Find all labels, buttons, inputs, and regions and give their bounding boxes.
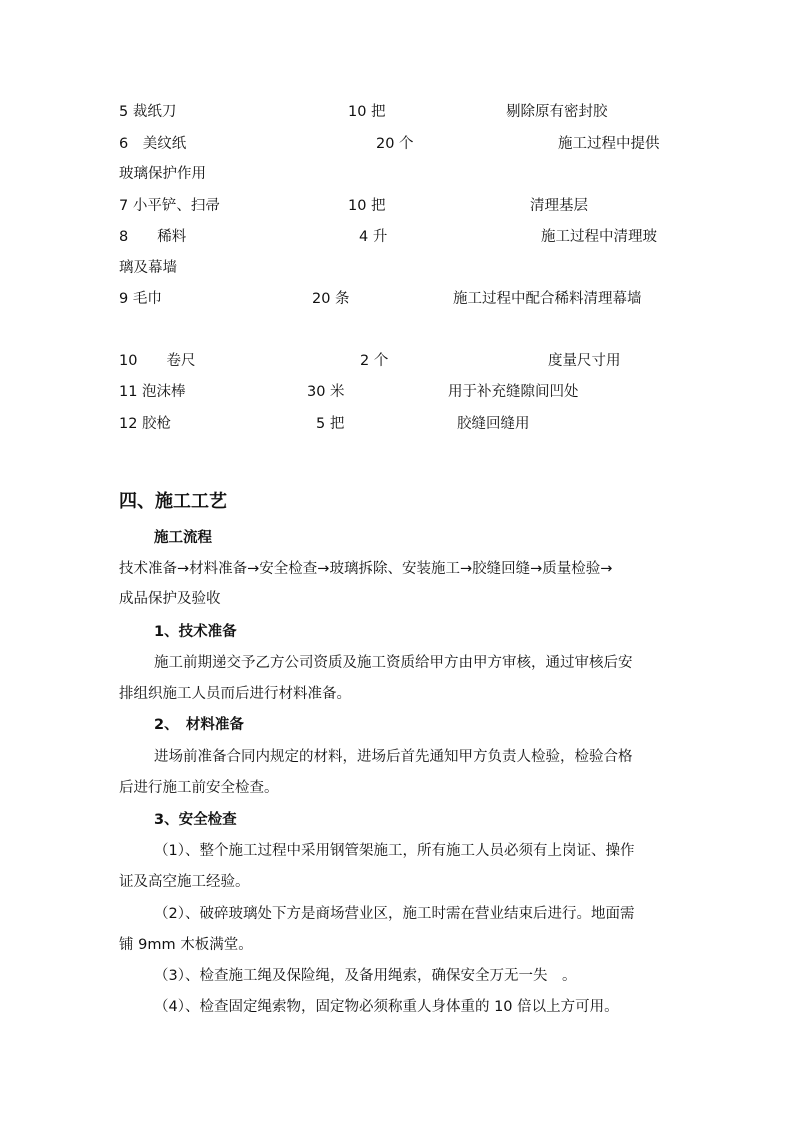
tool-usage: 施工过程中配合稀料清理幕墙 bbox=[453, 291, 642, 307]
tool-quantity: 20 个 bbox=[376, 136, 414, 152]
tool-name: 9 毛巾 bbox=[119, 291, 162, 307]
tool-usage: 剔除原有密封胶 bbox=[506, 104, 608, 120]
tool-usage-continued: 玻璃保护作用 bbox=[119, 166, 206, 182]
subsection-heading: 3、安全检查 bbox=[154, 812, 237, 828]
list-item bbox=[0, 350, 794, 372]
paragraph-line: 后进行施工前安全检查。 bbox=[119, 780, 279, 796]
tool-name: 8 稀料 bbox=[119, 229, 187, 245]
tool-usage: 胶缝回缝用 bbox=[457, 416, 530, 432]
tool-name: 11 泡沫棒 bbox=[119, 384, 186, 400]
tool-name: 12 胶枪 bbox=[119, 416, 172, 432]
flow-heading: 施工流程 bbox=[154, 530, 212, 546]
tool-quantity: 5 把 bbox=[316, 416, 345, 432]
tool-usage: 施工过程中清理玻 bbox=[541, 229, 657, 245]
list-item bbox=[0, 413, 794, 435]
flow-text-line: 成品保护及验收 bbox=[119, 591, 221, 607]
list-item bbox=[0, 133, 794, 155]
tool-name: 6 美纹纸 bbox=[119, 136, 187, 152]
tool-usage-continued: 璃及幕墙 bbox=[119, 260, 177, 276]
paragraph-line: （4）、检查固定绳索物，固定物必须称重人身体重的 10 倍以上方可用。 bbox=[154, 999, 619, 1015]
tool-quantity: 10 把 bbox=[348, 104, 386, 120]
tool-usage: 用于补充缝隙间凹处 bbox=[448, 384, 579, 400]
tool-name: 7 小平铲、扫帚 bbox=[119, 198, 220, 214]
paragraph-line: 进场前准备合同内规定的材料，进场后首先通知甲方负责人检验，检验合格 bbox=[154, 749, 633, 765]
paragraph-line: 证及高空施工经验。 bbox=[119, 874, 250, 890]
tool-usage: 度量尺寸用 bbox=[548, 353, 621, 369]
paragraph-line: （1）、整个施工过程中采用钢管架施工，所有施工人员必须有上岗证、操作 bbox=[154, 843, 635, 859]
paragraph-line: 施工前期递交予乙方公司资质及施工资质给甲方由甲方审核，通过审核后安 bbox=[154, 655, 633, 671]
tool-quantity: 10 把 bbox=[348, 198, 386, 214]
flow-text-line: 技术准备→材料准备→安全检查→玻璃拆除、安装施工→胶缝回缝→质量检验→ bbox=[119, 561, 613, 577]
tool-name: 5 裁纸刀 bbox=[119, 104, 177, 120]
paragraph-line: （3）、检查施工绳及保险绳，及备用绳索，确保安全万无一失 。 bbox=[154, 968, 577, 984]
tool-quantity: 30 米 bbox=[307, 384, 345, 400]
tool-quantity: 4 升 bbox=[359, 229, 388, 245]
list-item bbox=[0, 195, 794, 217]
tool-quantity: 2 个 bbox=[360, 353, 389, 369]
list-item bbox=[0, 381, 794, 403]
tool-name: 10 卷尺 bbox=[119, 353, 196, 369]
subsection-heading: 2、 材料准备 bbox=[154, 717, 244, 733]
list-item bbox=[0, 226, 794, 248]
list-item bbox=[0, 288, 794, 310]
paragraph-line: （2）、破碎玻璃处下方是商场营业区，施工时需在营业结束后进行。地面需 bbox=[154, 906, 635, 922]
paragraph-line: 排组织施工人员而后进行材料准备。 bbox=[119, 686, 351, 702]
list-item bbox=[0, 101, 794, 123]
subsection-heading: 1、技术准备 bbox=[154, 624, 237, 640]
section-heading: 四、施工工艺 bbox=[119, 491, 227, 512]
tool-quantity: 20 条 bbox=[312, 291, 350, 307]
paragraph-line: 铺 9mm 木板满堂。 bbox=[119, 937, 253, 953]
tool-usage: 施工过程中提供 bbox=[558, 136, 660, 152]
tool-usage: 清理基层 bbox=[530, 198, 588, 214]
